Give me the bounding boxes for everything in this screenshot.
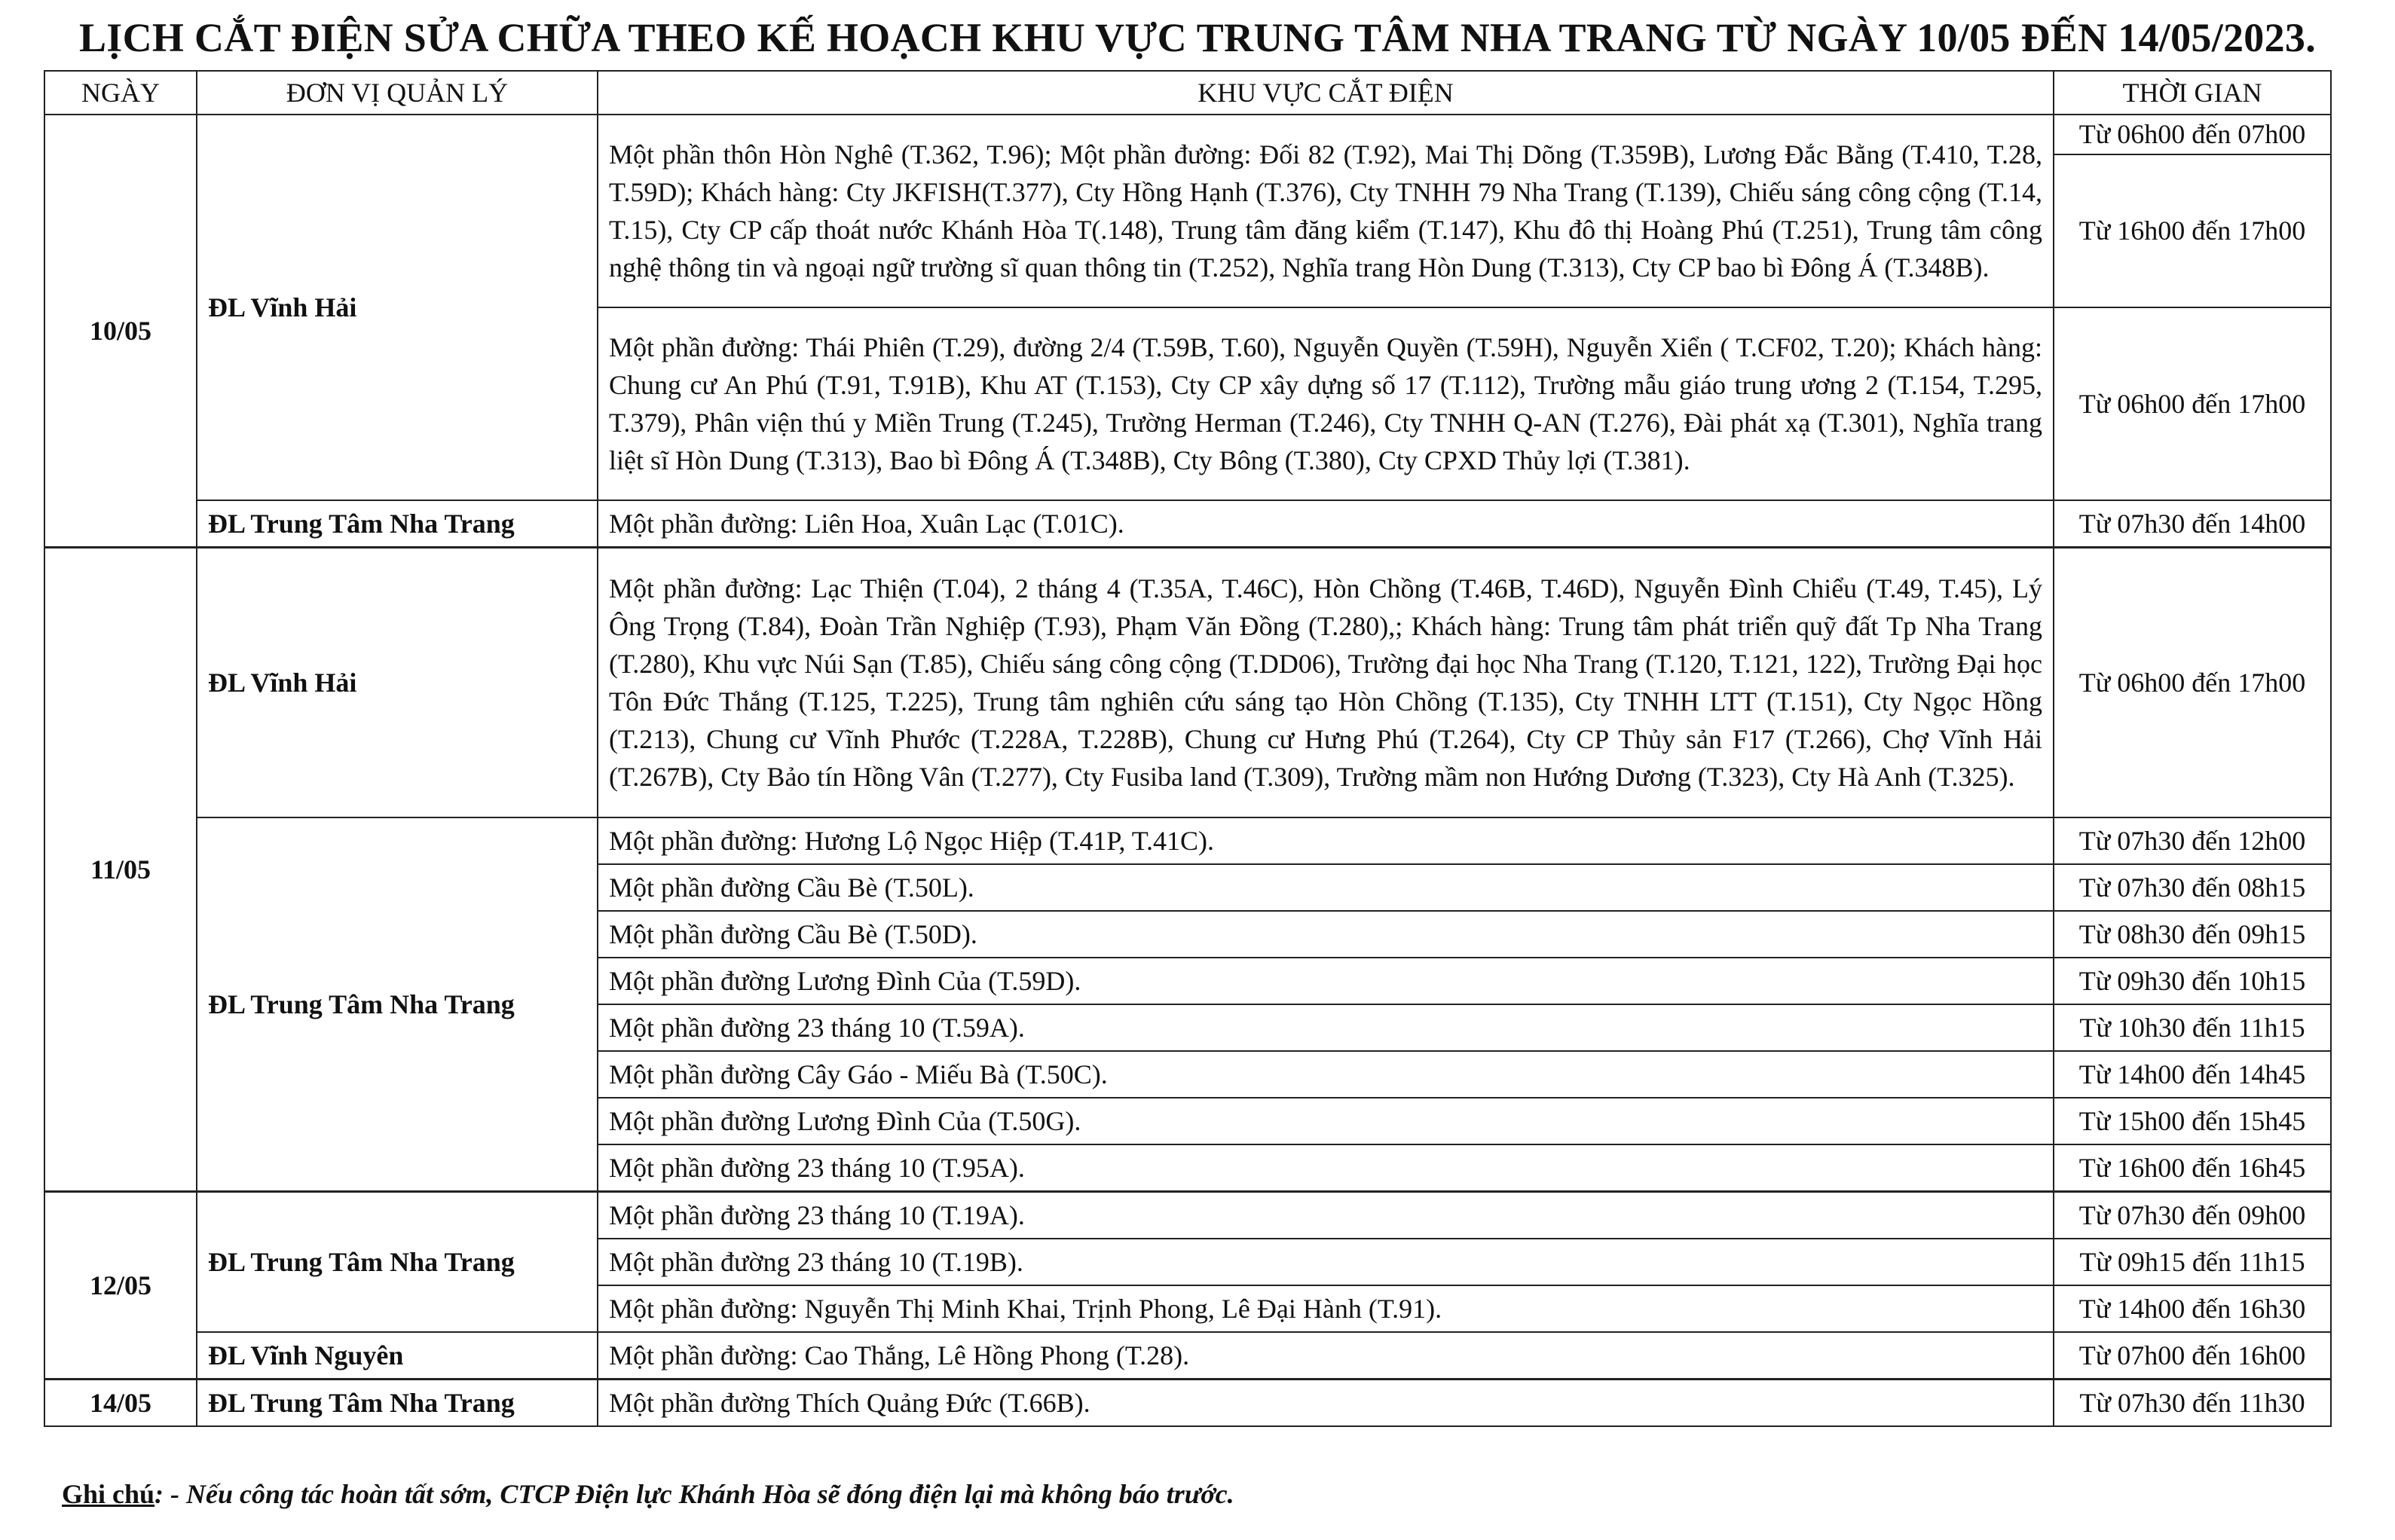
time-cell: Từ 07h30 đến 08h15 [2054, 864, 2331, 911]
unit-cell: ĐL Trung Tâm Nha Trang [197, 500, 598, 548]
day-cell: 11/05 [44, 548, 197, 1192]
unit-cell: ĐL Vĩnh Nguyên [197, 1332, 598, 1380]
time-cell: Từ 16h00 đến 17h00 [2054, 154, 2331, 307]
unit-cell: ĐL Trung Tâm Nha Trang [197, 1380, 598, 1427]
footnote-text: : - Nếu công tác hoàn tất sớm, CTCP Điện lực Khánh Hòa sẽ đóng điện lại mà không báo trước. [154, 1479, 1234, 1509]
area-cell: Một phần đường: Hương Lộ Ngọc Hiệp (T.41P, T.41C). [598, 817, 2054, 864]
table-row [44, 1380, 2331, 1427]
time-cell: Từ 14h00 đến 16h30 [2054, 1285, 2331, 1332]
unit-cell: ĐL Vĩnh Hải [197, 548, 598, 818]
footnote-label: Ghi chú [62, 1479, 155, 1509]
time-cell: Từ 07h30 đến 12h00 [2054, 817, 2331, 864]
area-cell: Một phần đường: Thái Phiên (T.29), đường 2/4 (T.59B, T.60), Nguyễn Quyền (T.59H), Nguyễn Xiển ( T.CF02, T.20); Khách hàng: Chung cư An Phú (T.91, T.91B), Khu AT (T.153), Cty CP xây dựng số 17 (T.112), Trường mẫu giáo trung ương 2 (T.154, T.295, T.379), Phân viện thú y Miền Trung (T.245), Trường Herman (T.246), Cty TNHH Q-AN (T.276), Đài phát xạ (T.301), Nghĩa trang liệt sĩ Hòn Dung (T.313), Bao bì Đông Á (T.348B), Cty Bông (T.380), Cty CPXD Thủy lợi (T.381). [598, 307, 2054, 500]
footnote [62, 1475, 1234, 1513]
day-cell: 14/05 [44, 1380, 197, 1427]
area-cell: Một phần đường: Liên Hoa, Xuân Lạc (T.01C). [598, 500, 2054, 548]
time-cell: Từ 06h00 đến 07h00 [2054, 115, 2331, 154]
time-cell: Từ 09h30 đến 10h15 [2054, 958, 2331, 1004]
area-cell: Một phần đường Lương Đình Của (T.59D). [598, 958, 2054, 1004]
page-title: LỊCH CẮT ĐIỆN SỬA CHỮA THEO KẾ HOẠCH KHU VỰC TRUNG TÂM NHA TRANG TỪ NGÀY 10/05 ĐẾN 14/05/2023. [78, 15, 2317, 60]
area-cell: Một phần đường 23 tháng 10 (T.95A). [598, 1144, 2054, 1192]
table-row [44, 1332, 2331, 1380]
table-row [44, 500, 2331, 548]
day-cell: 12/05 [44, 1192, 197, 1380]
area-cell: Một phần đường Cầu Bè (T.50D). [598, 911, 2054, 958]
day-cell: 10/05 [44, 115, 197, 548]
time-cell: Từ 07h30 đến 14h00 [2054, 500, 2331, 548]
time-cell: Từ 14h00 đến 14h45 [2054, 1051, 2331, 1098]
area-cell: Một phần đường 23 tháng 10 (T.19A). [598, 1192, 2054, 1239]
header-area: KHU VỰC CẮT ĐIỆN [598, 71, 2054, 115]
time-cell: Từ 08h30 đến 09h15 [2054, 911, 2331, 958]
time-cell: Từ 06h00 đến 17h00 [2054, 548, 2331, 818]
area-cell: Một phần đường Cây Gáo - Miếu Bà (T.50C). [598, 1051, 2054, 1098]
header-time: THỜI GIAN [2054, 71, 2331, 115]
area-cell: Một phần đường Cầu Bè (T.50L). [598, 864, 2054, 911]
area-cell: Một phần đường 23 tháng 10 (T.59A). [598, 1004, 2054, 1051]
area-cell: Một phần đường Lương Đình Của (T.50G). [598, 1098, 2054, 1144]
table-row [44, 115, 2331, 154]
table-row [44, 1192, 2331, 1239]
header-day: NGÀY [44, 71, 197, 115]
table-row [44, 548, 2331, 818]
table-row [44, 817, 2331, 864]
time-cell: Từ 07h00 đến 16h00 [2054, 1332, 2331, 1380]
time-cell: Từ 16h00 đến 16h45 [2054, 1144, 2331, 1192]
time-cell: Từ 07h30 đến 09h00 [2054, 1192, 2331, 1239]
table-header-row [44, 71, 2331, 115]
time-cell: Từ 15h00 đến 15h45 [2054, 1098, 2331, 1144]
time-cell: Từ 06h00 đến 17h00 [2054, 307, 2331, 500]
area-cell: Một phần đường: Lạc Thiện (T.04), 2 tháng 4 (T.35A, T.46C), Hòn Chồng (T.46B, T.46D), Nguyễn Đình Chiểu (T.49, T.45), Lý Ông Trọng (T.84), Đoàn Trần Nghiệp (T.93), Phạm Văn Đồng (T.280),; Khách hàng: Trung tâm phát triển quỹ đất Tp Nha Trang (T.280), Khu vực Núi Sạn (T.85), Chiếu sáng công cộng (T.DD06), Trường đại học Nha Trang (T.120, T.121, 122), Trường Đại học Tôn Đức Thắng (T.125, T.225), Trung tâm nghiên cứu sáng tạo Hòn Chồng (T.135), Cty TNHH LTT (T.151), Cty Ngọc Hồng (T.213), Chung cư Vĩnh Phước (T.228A, T.228B), Chung cư Hưng Phú (T.264), Cty CP Thủy sản F17 (T.266), Chợ Vĩnh Hải (T.267B), Cty Bảo tín Hồng Vân (T.277), Cty Fusiba land (T.309), Trường mầm non Hướng Dương (T.323), Cty Hà Anh (T.325). [598, 548, 2054, 818]
unit-cell: ĐL Trung Tâm Nha Trang [197, 817, 598, 1192]
time-cell: Từ 10h30 đến 11h15 [2054, 1004, 2331, 1051]
time-cell: Từ 07h30 đến 11h30 [2054, 1380, 2331, 1427]
area-cell: Một phần đường: Nguyễn Thị Minh Khai, Trịnh Phong, Lê Đại Hành (T.91). [598, 1285, 2054, 1332]
outage-schedule-table [44, 70, 2332, 1427]
unit-cell: ĐL Trung Tâm Nha Trang [197, 1192, 598, 1333]
area-cell: Một phần đường: Cao Thắng, Lê Hồng Phong (T.28). [598, 1332, 2054, 1380]
time-cell: Từ 09h15 đến 11h15 [2054, 1239, 2331, 1285]
area-cell: Một phần thôn Hòn Nghê (T.362, T.96); Một phần đường: Đối 82 (T.92), Mai Thị Dõng (T.359B), Lương Đắc Bằng (T.410, T.28, T.59D); Khách hàng: Cty JKFISH(T.377), Cty Hồng Hạnh (T.376), Cty TNHH 79 Nha Trang (T.139), Chiếu sáng công cộng (T.14, T.15), Cty CP cấp thoát nước Khánh Hòa T(.148), Trung tâm đăng kiểm (T.147), Khu đô thị Hoàng Phú (T.251), Trung tâm công nghệ thông tin và ngoại ngữ trường sĩ quan thông tin (T.252), Nghĩa trang Hòn Dung (T.313), Cty CP bao bì Đông Á (T.348B). [598, 115, 2054, 307]
unit-cell: ĐL Vĩnh Hải [197, 115, 598, 500]
area-cell: Một phần đường Thích Quảng Đức (T.66B). [598, 1380, 2054, 1427]
area-cell: Một phần đường 23 tháng 10 (T.19B). [598, 1239, 2054, 1285]
header-unit: ĐƠN VỊ QUẢN LÝ [197, 71, 598, 115]
